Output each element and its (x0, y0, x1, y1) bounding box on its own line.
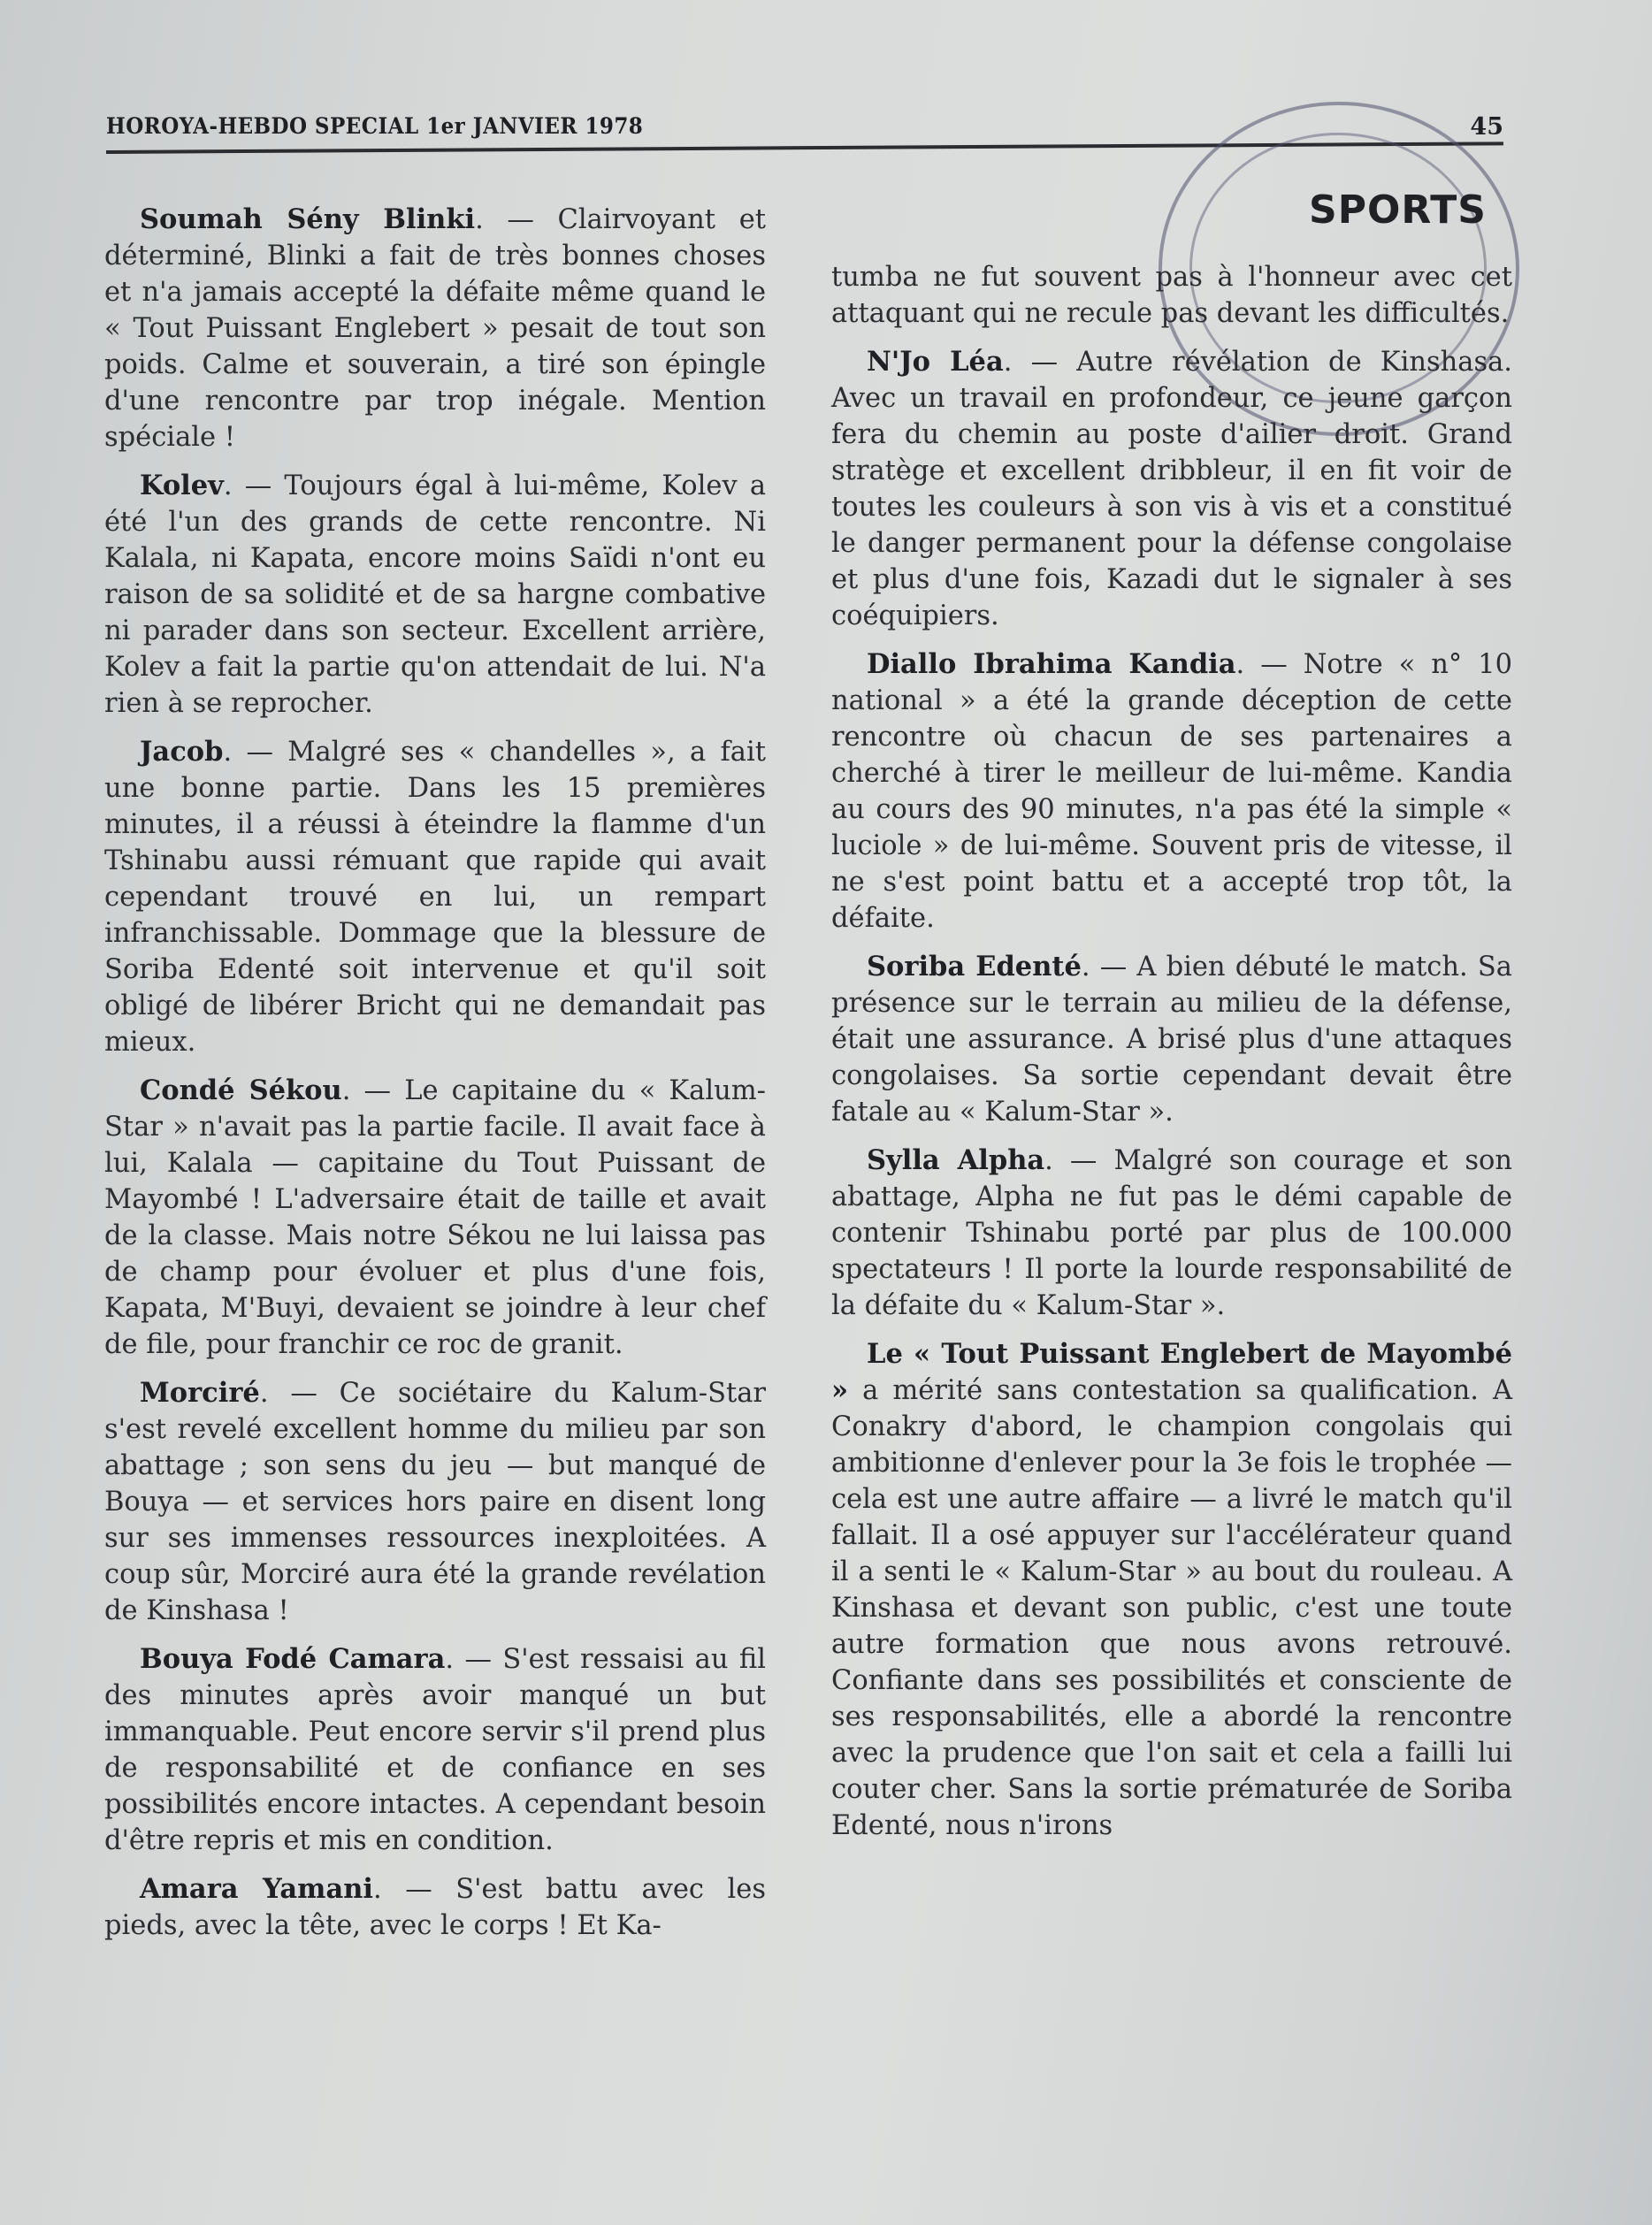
player-paragraph (831, 344, 1512, 634)
player-name: Soumah Sény Blinki (140, 203, 476, 235)
team-name: Le « Tout Puissant Englebert de Mayombé » (831, 1338, 1512, 1406)
player-paragraph (831, 1143, 1512, 1324)
team-review: a mérité sans contestation sa qualification. A Conakry d'abord, le champion congolais qui ambitionne d'enlever pour la 3e fois le trophée — cela est une autre affaire — a livré le match qu'il fallait. Il a osé appuyer sur l'accélérateur quand il a senti le « Kalum-Star » au bout du rouleau. A Kinshasa et devant son public, c'est une toute autre formation que nous avons retrouvé. Confiante dans ses possibilités et consciente de ses responsabilités, elle a abordé la rencontre avec la prudence que l'on sait et cela a failli lui couter cher. Sans la sortie prématurée de Soriba Edenté, nous n'irons (831, 1375, 1512, 1841)
continued-paragraph: tumba ne fut souvent pas à l'honneur avec cet attaquant qui ne recule pas devant les difficultés. (831, 262, 1512, 329)
player-review: . — Autre révélation de Kinshasa. Avec un travail en profondeur, ce jeune garçon fera du chemin au poste d'ailier droit. Grand stratège et excellent dribbleur, il en fit voir de toutes les couleurs à son vis à vis et a constitué le danger permanent pour la défense congolaise et plus d'une fois, Kazadi dut le signaler à ses coéquipiers. (831, 347, 1512, 631)
publication-title: HOROYA-HEBDO SPECIAL 1er JANVIER 1978 (106, 113, 644, 139)
player-review: . — S'est ressaisi au fil des minutes après avoir manqué un but immanquable. Peut encore servir s'il prend plus de responsabilité et de confiance en ses possibilités encore intactes. A cependant besoin d'être repris et mis en condition. (104, 1644, 766, 1856)
player-review: . — Notre « n° 10 national » a été la grande déception de cette rencontre où chacun de ses partenaires a cherché à tirer le meilleur de lui-même. Kandia au cours des 90 minutes, n'a pas été la simple « luciole » de lui-même. Souvent pris de vitesse, il ne s'est point battu et a accepté trop tôt, la défaite. (831, 649, 1512, 934)
player-review: . — Malgré ses « chandelles », a fait une bonne partie. Dans les 15 premières minutes, il a réussi à éteindre la flamme d'un Tshinabu aussi rémuant que rapide qui avait cependant trouvé en lui, un rempart infranchissable. Dommage que la blessure de Soriba Edenté soit intervenue et qu'il soit obligé de libérer Bricht qui ne demandait pas mieux. (104, 737, 766, 1058)
player-paragraph (104, 1641, 766, 1859)
player-name: Sylla Alpha (867, 1144, 1045, 1176)
player-paragraph (104, 202, 766, 455)
player-name: Diallo Ibrahima Kandia (867, 648, 1236, 680)
player-review: . — Ce sociétaire du Kalum-Star s'est revelé excellent homme du milieu par son abattage ; son sens du jeu — but manqué de Bouya — et services hors paire en disent long sur ses immenses ressources inexploitées. A coup sûr, Morciré aura été la grande revélation de Kinshasa ! (104, 1378, 766, 1626)
player-name: N'Jo Léa (867, 346, 1004, 378)
player-name: Condé Sékou (140, 1074, 342, 1106)
player-paragraph (104, 734, 766, 1060)
player-paragraph (831, 949, 1512, 1130)
left-column (104, 202, 766, 1956)
player-paragraph (831, 646, 1512, 937)
player-review: . — A bien débuté le match. Sa présence sur le terrain au milieu de la défense, était une assurance. A brisé plus d'une attaques congolaises. Sa sortie cependant devait être fatale au « Kalum-Star ». (831, 952, 1512, 1128)
team-paragraph (831, 1336, 1512, 1844)
right-column (831, 259, 1512, 1856)
page-number: 45 (1470, 113, 1503, 141)
player-review: . — Malgré son courage et son abattage, Alpha ne fut pas le démi capable de contenir Tshinabu porté par plus de 100.000 spectateurs ! Il porte la lourde responsabilité de la défaite du « Kalum-Star ». (831, 1145, 1512, 1321)
player-name: Jacob (140, 736, 224, 768)
player-paragraph (104, 1375, 766, 1629)
player-name: Amara Yamani (140, 1873, 373, 1905)
player-review: . — S'est battu avec les pieds, avec la tête, avec le corps ! Et Ka- (104, 1874, 766, 1941)
player-review: . — Clairvoyant et déterminé, Blinki a fait de très bonnes choses et n'a jamais accepté la défaite même quand le « Tout Puissant Englebert » pesait de tout son poids. Calme et souverain, a tiré son épingle d'une rencontre par trop inégale. Mention spéciale ! (104, 204, 766, 453)
player-paragraph (104, 1073, 766, 1363)
player-review: . — Toujours égal à lui-même, Kolev a été l'un des grands de cette rencontre. Ni Kalala, ni Kapata, encore moins Saïdi n'ont eu raison de sa solidité et de sa hargne combative ni parader dans son secteur. Excellent arrière, Kolev a fait la partie qu'on attendait de lui. N'a rien à se reprocher. (104, 470, 766, 719)
player-name: Morciré (140, 1377, 260, 1409)
player-name: Bouya Fodé Camara (140, 1643, 446, 1675)
player-paragraph (104, 468, 766, 722)
player-paragraph (104, 1871, 766, 1944)
player-name: Soriba Edenté (867, 951, 1082, 983)
player-name: Kolev (140, 470, 224, 501)
player-review: . — Le capitaine du « Kalum-Star » n'avait pas la partie facile. Il avait face à lui, Kalala — capitaine du Tout Puissant de Mayombé ! L'adversaire était de taille et avait de la classe. Mais notre Sékou ne lui laissa pas de champ pour évoluer et plus d'une fois, Kapata, M'Buyi, devaient se joindre à leur chef de file, pour franchir ce roc de granit. (104, 1075, 766, 1360)
section-label: SPORTS (1309, 187, 1487, 233)
